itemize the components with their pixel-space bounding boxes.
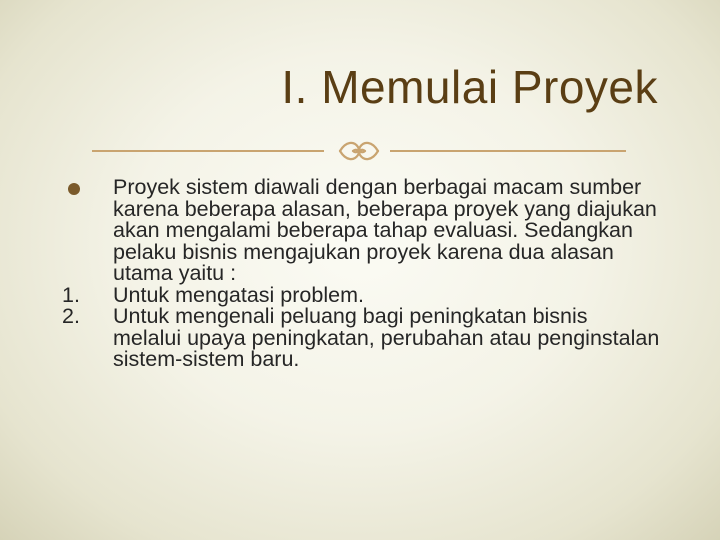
list-item bbox=[0, 282, 720, 307]
list-number: 2. bbox=[62, 304, 80, 328]
bullet-dot-icon bbox=[68, 183, 80, 195]
list-text: Untuk mengatasi problem. bbox=[113, 282, 364, 307]
ornament-icon bbox=[336, 139, 382, 163]
list-item bbox=[0, 306, 720, 371]
title-rule-left bbox=[92, 150, 324, 152]
intro-paragraph bbox=[0, 177, 720, 285]
intro-text: Proyek sistem diawali dengan berbagai macam sumber karena beberapa alasan, beberapa proyek yang diajukan akan mengalami beberapa tahap evaluasi. Sedangkan pelaku bisnis mengajukan proyek karena dua alasan utama yaitu : bbox=[113, 175, 657, 285]
slide-body bbox=[0, 177, 720, 371]
list-text: Untuk mengenali peluang bagi peningkatan bisnis melalui upaya peningkatan, perubahan atau penginstalan sistem-sistem baru. bbox=[113, 304, 660, 371]
title-rule-right bbox=[390, 150, 626, 152]
slide-title: I. Memulai Proyek bbox=[281, 61, 658, 113]
list-number: 1. bbox=[62, 282, 80, 307]
